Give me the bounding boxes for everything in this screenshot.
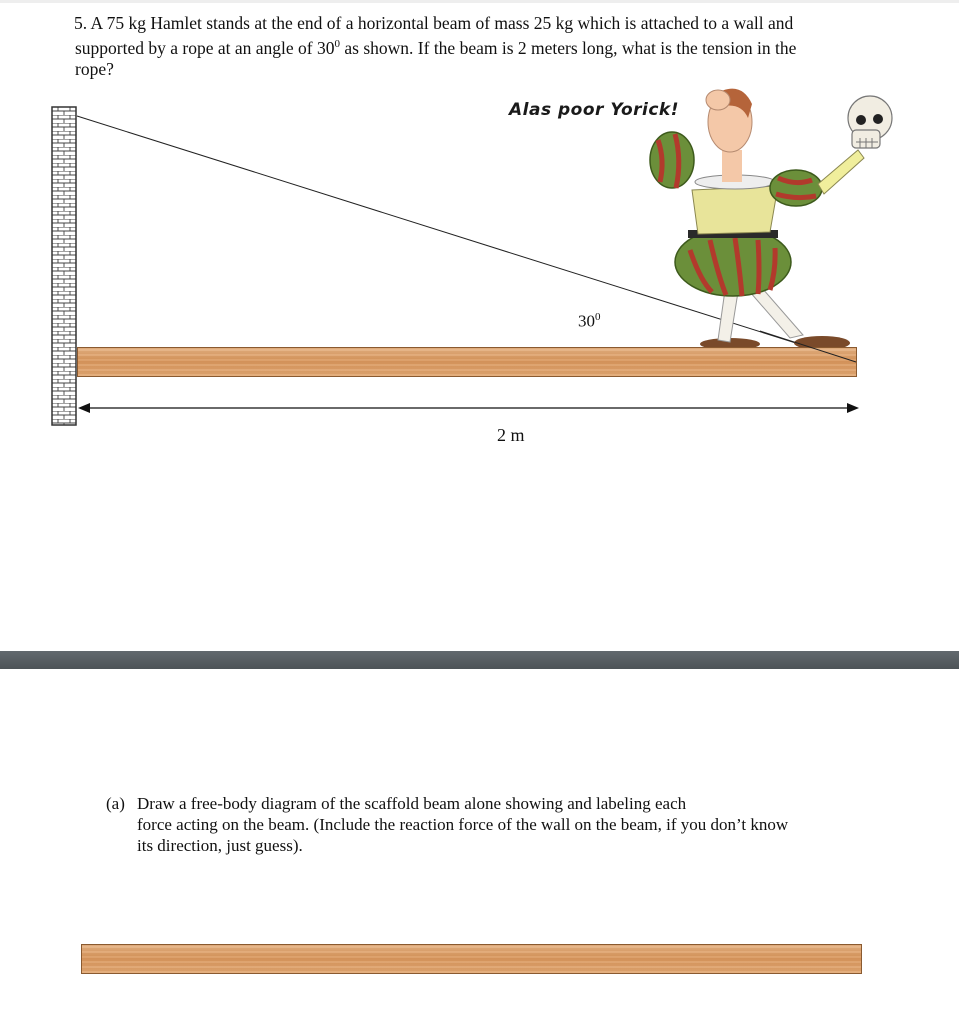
brick-wall bbox=[52, 107, 76, 425]
hamlet-figure bbox=[650, 89, 892, 350]
scaffold-beam bbox=[77, 347, 857, 377]
length-label: 2 m bbox=[497, 425, 525, 445]
problem-line-3: rope? bbox=[75, 58, 114, 79]
part-a-line-2: force acting on the beam. (Include the reaction force of the wall on the beam, if you don’t know bbox=[137, 815, 789, 834]
angle-degree-mark: 0 bbox=[595, 311, 601, 323]
problem-text-2: supported by a rope at an angle of 30 bbox=[75, 37, 335, 58]
fbd-beam bbox=[81, 944, 862, 974]
length-dimension-arrow bbox=[78, 403, 859, 413]
part-a-text-1: Draw a free-body diagram of the scaffold beam alone showing and labeling each bbox=[137, 794, 687, 813]
problem-number: 5. bbox=[74, 13, 88, 33]
problem-text-2b: as shown. If the beam is 2 meters long, what is the tension in the bbox=[340, 37, 797, 58]
problem-text-1: A 75 kg Hamlet stands at the end of a horizontal beam of mass 25 kg which is attached to a wall and bbox=[90, 13, 794, 33]
part-a-question bbox=[106, 793, 886, 856]
degree-mark: 0 bbox=[334, 38, 341, 50]
part-a-line-3: its direction, just guess). bbox=[137, 836, 303, 855]
skull-icon bbox=[848, 96, 892, 148]
angle-label bbox=[578, 311, 601, 332]
part-a-line-1 bbox=[106, 793, 886, 814]
page-divider bbox=[0, 651, 959, 669]
angle-value: 30 bbox=[578, 311, 595, 331]
part-a-label: (a) bbox=[106, 794, 125, 813]
figure-caption: Alas poor Yorick! bbox=[509, 100, 679, 120]
